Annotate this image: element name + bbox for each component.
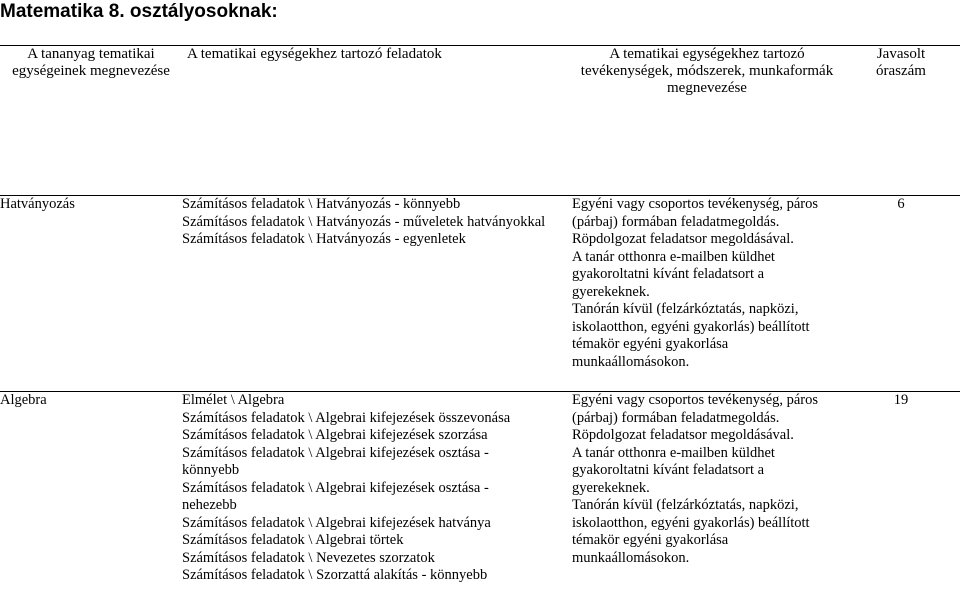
activities-cell: [572, 196, 842, 392]
header-line: tevékenységek, módszerek, munkaformák: [580, 63, 834, 79]
task-line: Számításos feladatok \ Algebrai törtek: [182, 532, 404, 548]
page-title: Matematika 8. osztályosoknak:: [0, 1, 278, 22]
task-line: Számításos feladatok \ Algebrai kifejezések osztása -: [182, 444, 489, 461]
task-line: Számításos feladatok \ Algebrai kifejezések szorzása: [182, 427, 488, 443]
table-row: [0, 392, 960, 602]
task-line: Számításos feladatok \ Hatványozás - műveletek hatványokkal: [182, 213, 546, 230]
header-line: megnevezése: [667, 80, 747, 96]
tasks-cell: [182, 196, 572, 392]
header-hours: [842, 46, 960, 196]
task-line: Számításos feladatok \ Algebrai kifejezések osztása -: [182, 479, 489, 496]
curriculum-table: [0, 45, 960, 602]
header-topic: [0, 46, 182, 196]
header-line: A tematikai egységekhez tartozó: [609, 46, 805, 62]
activity-line: gyerekeknek.: [572, 283, 650, 300]
activity-line: iskolaotthon, egyéni gyakorlás) beállított: [572, 318, 810, 335]
table-row: [0, 196, 960, 392]
task-line: könnyebb: [182, 462, 240, 478]
activity-line: Egyéni vagy csoportos tevékenység, páros: [572, 196, 819, 212]
activity-line: A tanár otthonra e-mailben küldhet: [572, 248, 775, 265]
task-line: Számításos feladatok \ Hatványozás - könnyebb: [182, 196, 461, 212]
task-line: Elmélet \ Algebra: [182, 392, 285, 408]
task-line: Számításos feladatok \ Nevezetes szorzatok: [182, 549, 435, 566]
table-header-row: [0, 46, 960, 196]
activity-line: Tanórán kívül (felzárkóztatás, napközi,: [572, 497, 799, 513]
activity-line: témakör egyéni gyakorlása: [572, 336, 729, 352]
task-line: nehezebb: [182, 497, 237, 513]
activity-line: munkaállomásokon.: [572, 549, 690, 566]
header-line: Javasolt: [876, 46, 926, 62]
hours-cell: 6: [842, 196, 960, 392]
activity-line: (párbaj) formában feladatmegoldás.: [572, 213, 780, 230]
activities-cell: [572, 392, 842, 602]
task-line: Számításos feladatok \ Algebrai kifejezések összevonása: [182, 409, 511, 426]
task-line: Számításos feladatok \ Szorzattá alakítás - könnyebb: [182, 567, 488, 583]
header-tasks: [182, 46, 572, 196]
activity-line: témakör egyéni gyakorlása: [572, 532, 729, 548]
header-line: A tematikai egységekhez tartozó feladatok: [187, 46, 442, 62]
activity-line: munkaállomásokon.: [572, 353, 690, 370]
activity-line: gyakoroltatni kívánt feladatsort a: [572, 266, 765, 282]
activity-line: A tanár otthonra e-mailben küldhet: [572, 444, 775, 461]
activity-line: (párbaj) formában feladatmegoldás.: [572, 409, 780, 426]
activity-line: Tanórán kívül (felzárkóztatás, napközi,: [572, 301, 799, 317]
activity-line: Egyéni vagy csoportos tevékenység, páros: [572, 392, 819, 408]
activity-line: iskolaotthon, egyéni gyakorlás) beállított: [572, 514, 810, 531]
topic-cell: Algebra: [0, 392, 47, 408]
header-line: óraszám: [876, 63, 926, 79]
hours-cell: 19: [893, 392, 909, 408]
activity-line: gyakoroltatni kívánt feladatsort a: [572, 462, 765, 478]
task-line: Számításos feladatok \ Algebrai kifejezések hatványa: [182, 514, 491, 531]
activity-line: Röpdolgozat feladatsor megoldásával.: [572, 427, 794, 443]
activity-line: gyerekeknek.: [572, 479, 650, 496]
tasks-cell: [182, 392, 572, 602]
header-line: egységeinek megnevezése: [12, 63, 170, 79]
header-activities: [572, 46, 842, 196]
topic-cell: Hatványozás: [0, 196, 182, 392]
activity-line: Röpdolgozat feladatsor megoldásával.: [572, 231, 794, 247]
header-line: A tananyag tematikai: [27, 46, 155, 62]
task-line: Számításos feladatok \ Hatványozás - egyenletek: [182, 231, 466, 247]
